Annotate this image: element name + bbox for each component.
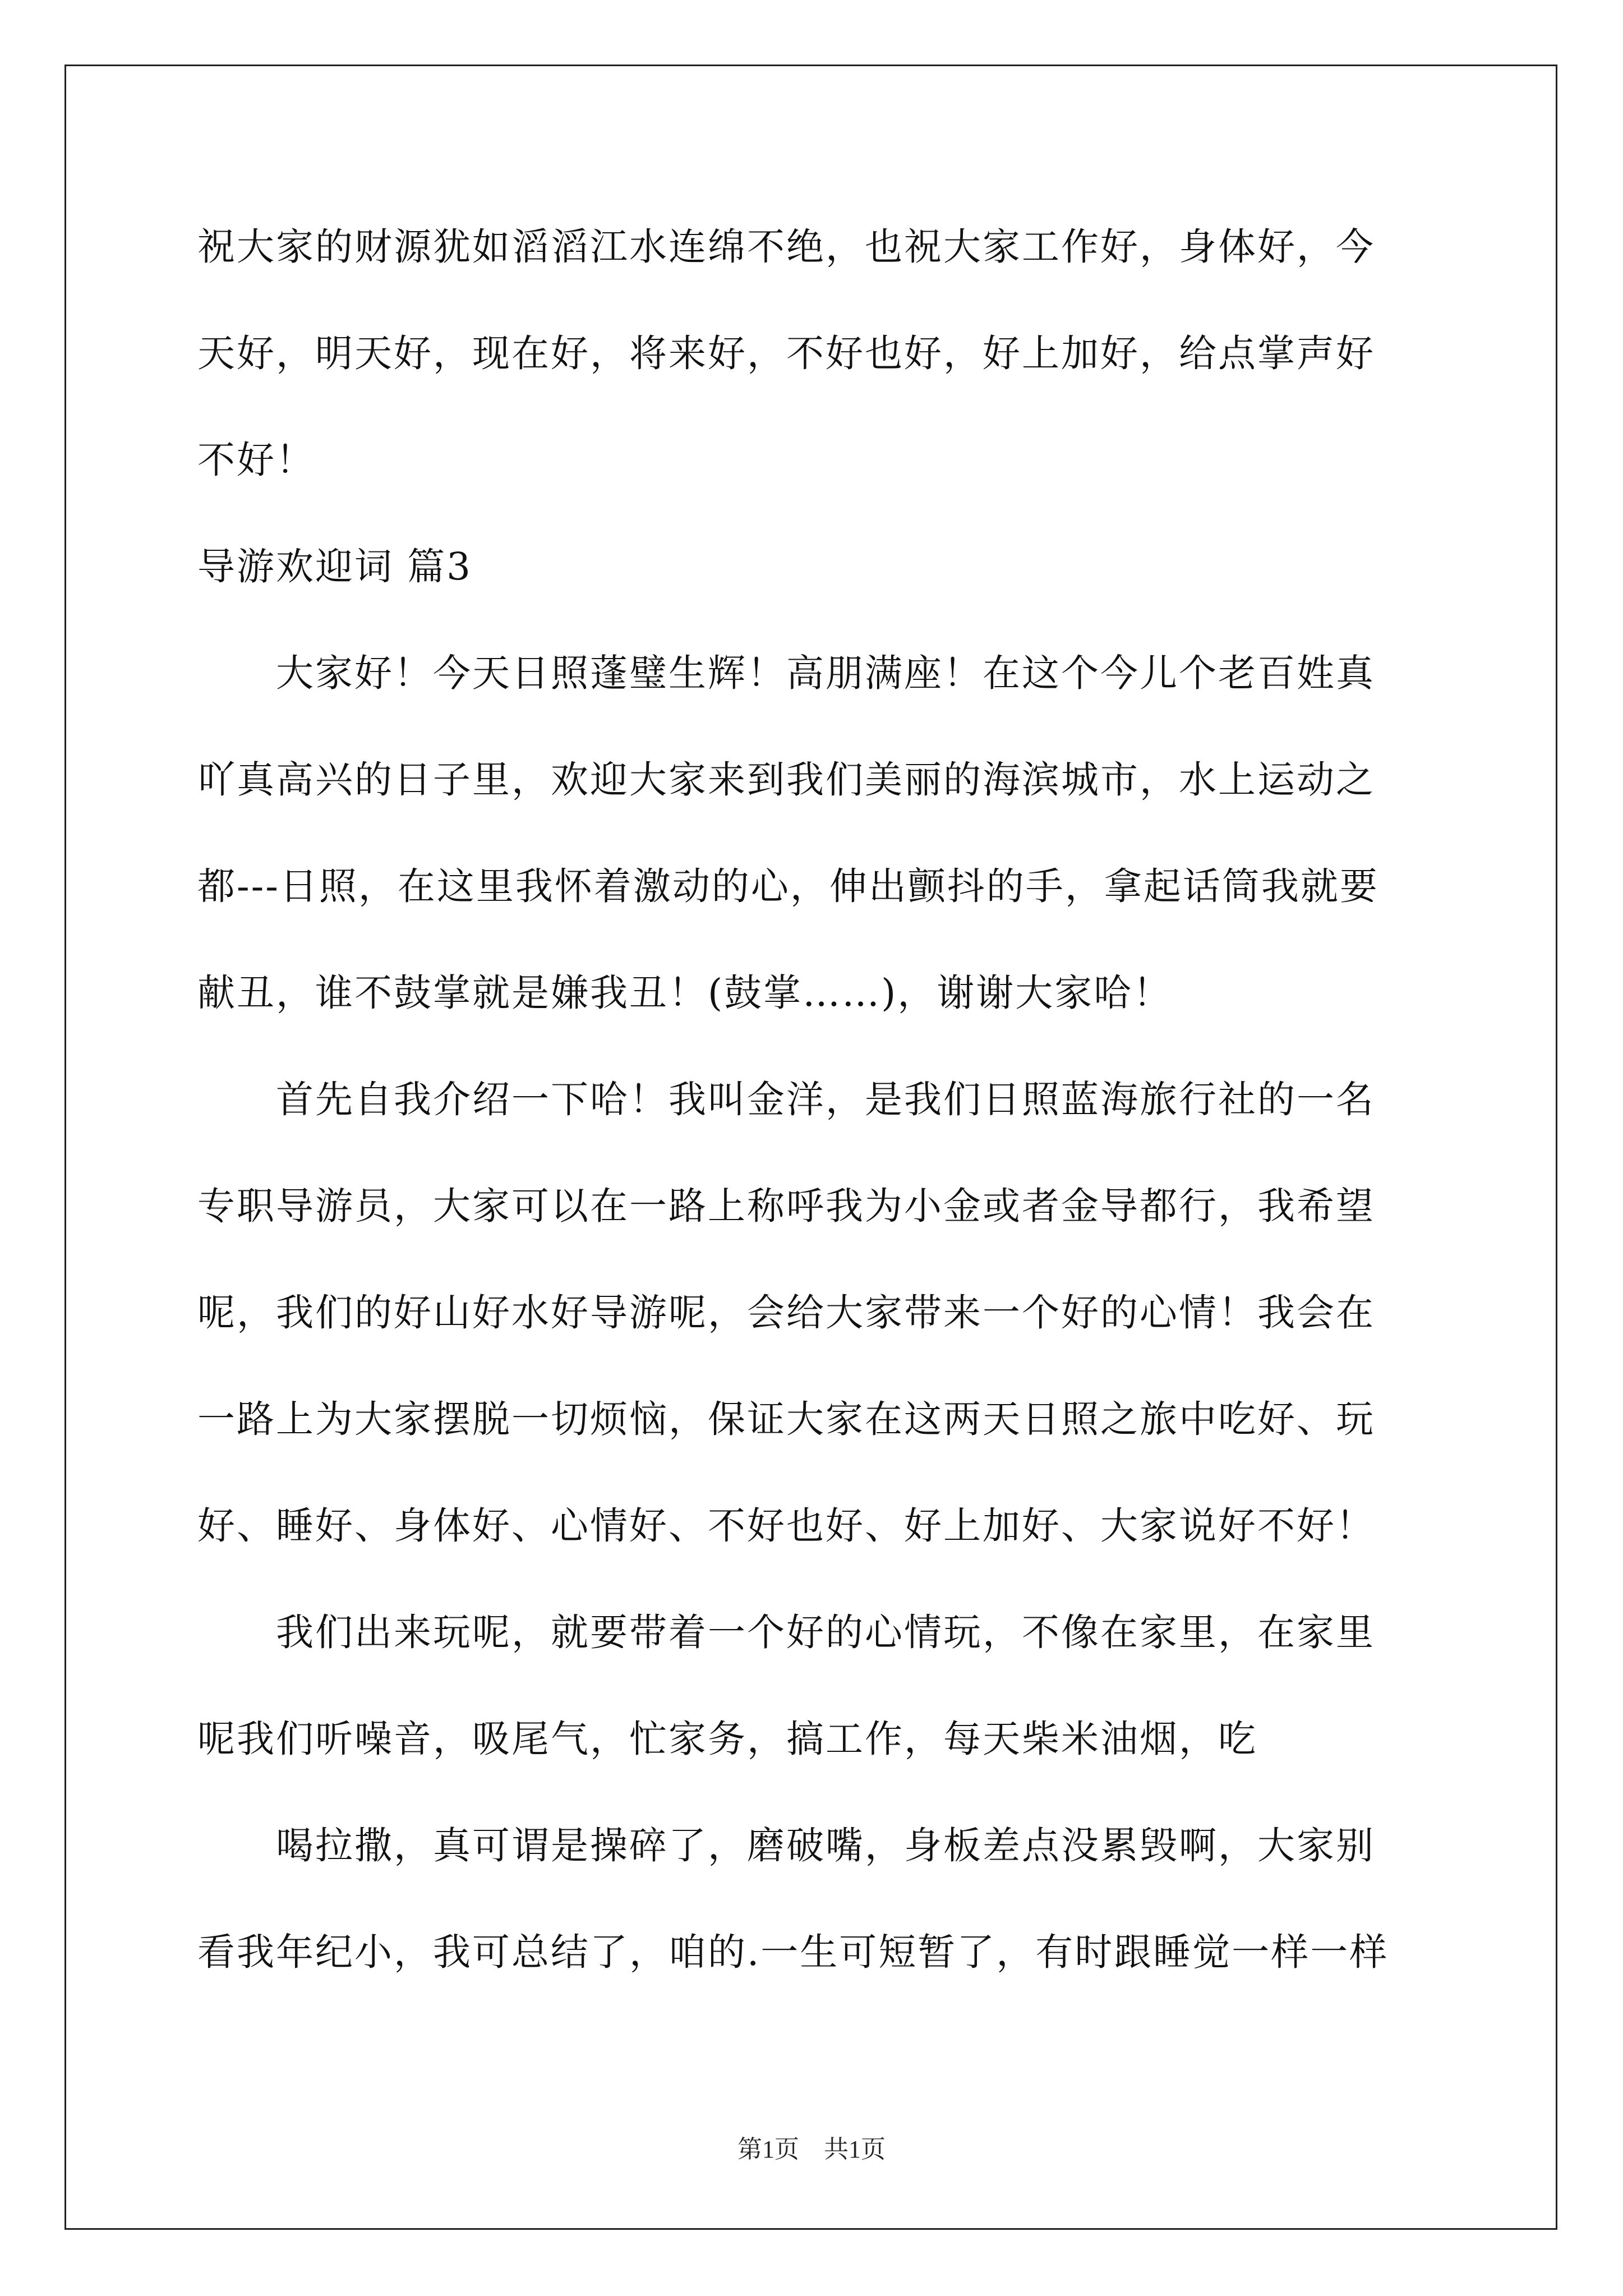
text-line: 看我年纪小，我可总结了，咱的.一生可短暂了，有时跟睡觉一样一样	[197, 1930, 1389, 1974]
section-heading: 导游欢迎词 篇3	[197, 545, 472, 588]
text-line: 专职导游员，大家可以在一路上称呼我为小金或者金导都行，我希望	[197, 1184, 1375, 1228]
text-line: 呢，我们的好山好水好导游呢，会给大家带来一个好的心情！我会在	[197, 1291, 1375, 1335]
text-line: 一路上为大家摆脱一切烦恼，保证大家在这两天日照之旅中吃好、玩	[197, 1397, 1375, 1441]
text-line: 呢我们听噪音，吸尾气，忙家务，搞工作，每天柴米油烟，吃	[197, 1717, 1257, 1761]
text-line: 我们出来玩呢，就要带着一个好的心情玩，不像在家里，在家里	[197, 1611, 1375, 1654]
page-footer: 第1页 共1页	[737, 2136, 886, 2163]
text-line: 大家好！今天日照蓬璧生辉！高朋满座！在这个今儿个老百姓真	[197, 651, 1375, 695]
document-body	[197, 213, 1420, 2025]
text-line: 不好！	[197, 438, 315, 482]
text-line: 首先自我介绍一下哈！我叫金洋，是我们日照蓝海旅行社的一名	[197, 1078, 1375, 1121]
text-line: 天好，明天好，现在好，将来好，不好也好，好上加好，给点掌声好	[197, 332, 1375, 375]
text-line: 献丑，谁不鼓掌就是嫌我丑！(鼓掌……)，谢谢大家哈！	[197, 971, 1173, 1015]
text-line: 吖真高兴的日子里，欢迎大家来到我们美丽的海滨城市，水上运动之	[197, 758, 1375, 802]
text-line: 祝大家的财源犹如滔滔江水连绵不绝，也祝大家工作好，身体好，今	[197, 225, 1375, 269]
text-line: 好、睡好、身体好、心情好、不好也好、好上加好、大家说好不好！	[197, 1504, 1375, 1548]
text-line: 都---日照，在这里我怀着激动的心，伸出颤抖的手，拿起话筒我就要	[197, 864, 1379, 908]
text-line: 喝拉撒，真可谓是操碎了，磨破嘴，身板差点没累毁啊，大家别	[197, 1824, 1375, 1867]
